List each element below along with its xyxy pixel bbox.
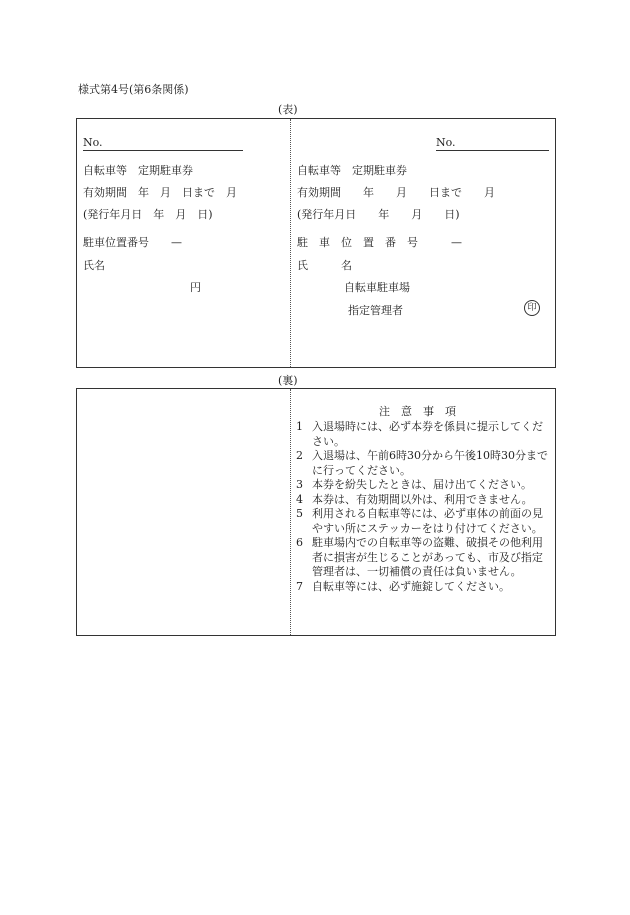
note-number: 5 — [296, 507, 303, 520]
note-text: 自転車等には、必ず施錠してください。 — [312, 579, 510, 593]
stub-no-label: No. — [83, 136, 103, 149]
stub-validity: 有効期間 年 月 日まで 月 — [83, 186, 237, 199]
ticket-position-number: 駐 車 位 置 番 号 — — [297, 236, 462, 249]
note-item — [296, 507, 552, 536]
ticket-no-label: No. — [436, 136, 456, 149]
ticket-title: 自転車等 定期駐車券 — [297, 164, 407, 177]
note-text: 駐車場内での自転車等の盗難、破損その他利用者に損害が生じることがあっても、市及び指定管理者は、一切補償の責任は負いません。 — [312, 536, 543, 578]
notes-title: 注 意 事 項 — [379, 405, 456, 418]
note-item — [296, 493, 552, 508]
seal-mark: 印 — [524, 300, 540, 316]
note-number: 7 — [296, 579, 303, 593]
cut-line — [290, 119, 291, 367]
note-text: 本券を紛失したときは、届け出てください。 — [312, 478, 532, 491]
note-text: 入退場は、午前6時30分から午後10時30分までに行ってください。 — [312, 449, 548, 477]
cut-line — [290, 389, 291, 635]
note-number: 6 — [296, 536, 303, 549]
note-item — [296, 449, 552, 478]
form-title: 様式第4号(第6条関係) — [78, 83, 189, 96]
back-side-label: (裏) — [278, 374, 298, 387]
front-side-label: (表) — [278, 103, 298, 116]
ticket-issue-date: (発行年月日 年 月 日) — [297, 208, 460, 221]
stub-title: 自転車等 定期駐車券 — [83, 164, 193, 177]
note-number: 3 — [296, 478, 303, 491]
note-item — [296, 580, 552, 595]
note-item — [296, 420, 552, 449]
ticket-no-line — [436, 138, 549, 151]
stub-name-label: 氏名 — [83, 259, 105, 272]
notes-list — [296, 420, 552, 594]
note-text: 入退場時には、必ず本券を係員に提示してください。 — [312, 420, 543, 448]
stub-issue-date: (発行年月日 年 月 日) — [83, 208, 213, 221]
note-text: 利用される自転車等には、必ず車体の前面の見やすい所にステッカーをはり付けてください。 — [312, 507, 543, 535]
ticket-name-label: 氏 名 — [297, 259, 352, 272]
ticket-facility: 自転車駐車場 — [344, 281, 410, 294]
ticket-validity: 有効期間 年 月 日まで 月 — [297, 186, 495, 199]
stub-no-line — [83, 138, 243, 151]
stub-position-number: 駐車位置番号 — — [83, 236, 182, 249]
ticket-manager: 指定管理者 — [348, 304, 403, 317]
note-item — [296, 478, 552, 493]
note-text: 本券は、有効期間以外は、利用できません。 — [312, 492, 533, 506]
note-item — [296, 536, 552, 580]
front-ticket-box — [76, 118, 556, 368]
stub-yen: 円 — [190, 281, 201, 294]
note-number: 4 — [296, 492, 303, 506]
back-ticket-box — [76, 388, 556, 636]
note-number: 2 — [296, 449, 303, 462]
note-number: 1 — [296, 420, 303, 433]
